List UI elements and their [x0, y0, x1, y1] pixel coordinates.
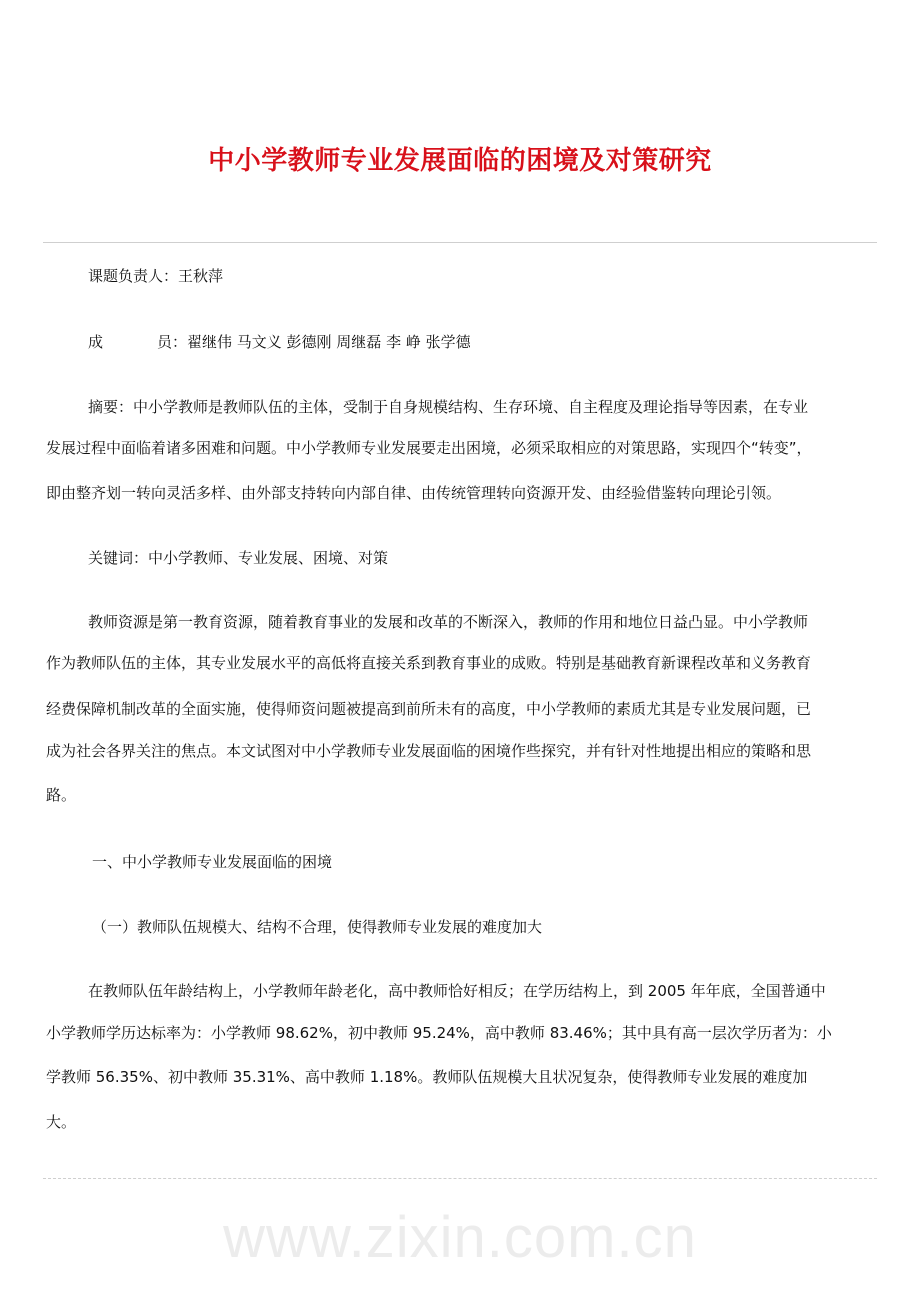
- abstract-line: 摘要：中小学教师是教师队伍的主体，受制于自身规模结构、生存环境、自主程度及理论指导等因素，在专业: [88, 398, 809, 416]
- intro-line: 作为教师队伍的主体，其专业发展水平的高低将直接关系到教育事业的成败。特别是基础教育新课程改革和义务教育: [46, 654, 812, 672]
- intro-line: 教师资源是第一教育资源，随着教育事业的发展和改革的不断深入，教师的作用和地位日益凸显。中小学教师: [88, 613, 809, 631]
- watermark: www.zixin.com.cn: [223, 1205, 697, 1270]
- document-title: 中小学教师专业发展面临的困境及对策研究: [208, 146, 712, 176]
- keywords: 关键词：中小学教师、专业发展、困境、对策: [88, 549, 389, 567]
- body-line: 在教师队伍年龄结构上，小学教师年龄老化，高中教师恰好相反；在学历结构上，到 2005 年年底，全国普通中: [88, 982, 826, 1000]
- section-heading: 一、中小学教师专业发展面临的困境: [92, 853, 333, 871]
- body-line: 小学教师学历达标率为：小学教师 98.62%，初中教师 95.24%，高中教师 83.46%；其中具有高一层次学历者为：小: [46, 1024, 832, 1042]
- members-label: 成: [88, 333, 104, 351]
- intro-line: 经费保障机制改革的全面实施，使得师资问题被提高到前所未有的高度，中小学教师的素质尤其是专业发展问题，已: [46, 700, 812, 718]
- project-leader: 课题负责人：王秋萍: [88, 267, 224, 285]
- members: 员：翟继伟 马文义 彭德刚 周继磊 李 峥 张学德: [157, 333, 471, 351]
- intro-line: 路。: [46, 786, 77, 804]
- body-line: 大。: [46, 1113, 77, 1131]
- subsection-heading: （一）教师队伍规模大、结构不合理，使得教师专业发展的难度加大: [92, 918, 543, 936]
- abstract-line: 发展过程中面临着诸多困难和问题。中小学教师专业发展要走出困境，必须采取相应的对策思路，实现四个“转变”，: [46, 439, 812, 457]
- intro-line: 成为社会各界关注的焦点。本文试图对中小学教师专业发展面临的困境作些探究，并有针对性地提出相应的策略和思: [46, 742, 812, 760]
- page-end-divider: [43, 1178, 877, 1179]
- title-divider: [43, 242, 877, 243]
- abstract-line: 即由整齐划一转向灵活多样、由外部支持转向内部自律、由传统管理转向资源开发、由经验借鉴转向理论引领。: [46, 484, 782, 502]
- body-line: 学教师 56.35%、初中教师 35.31%、高中教师 1.18%。教师队伍规模大且状况复杂，使得教师专业发展的难度加: [46, 1068, 808, 1086]
